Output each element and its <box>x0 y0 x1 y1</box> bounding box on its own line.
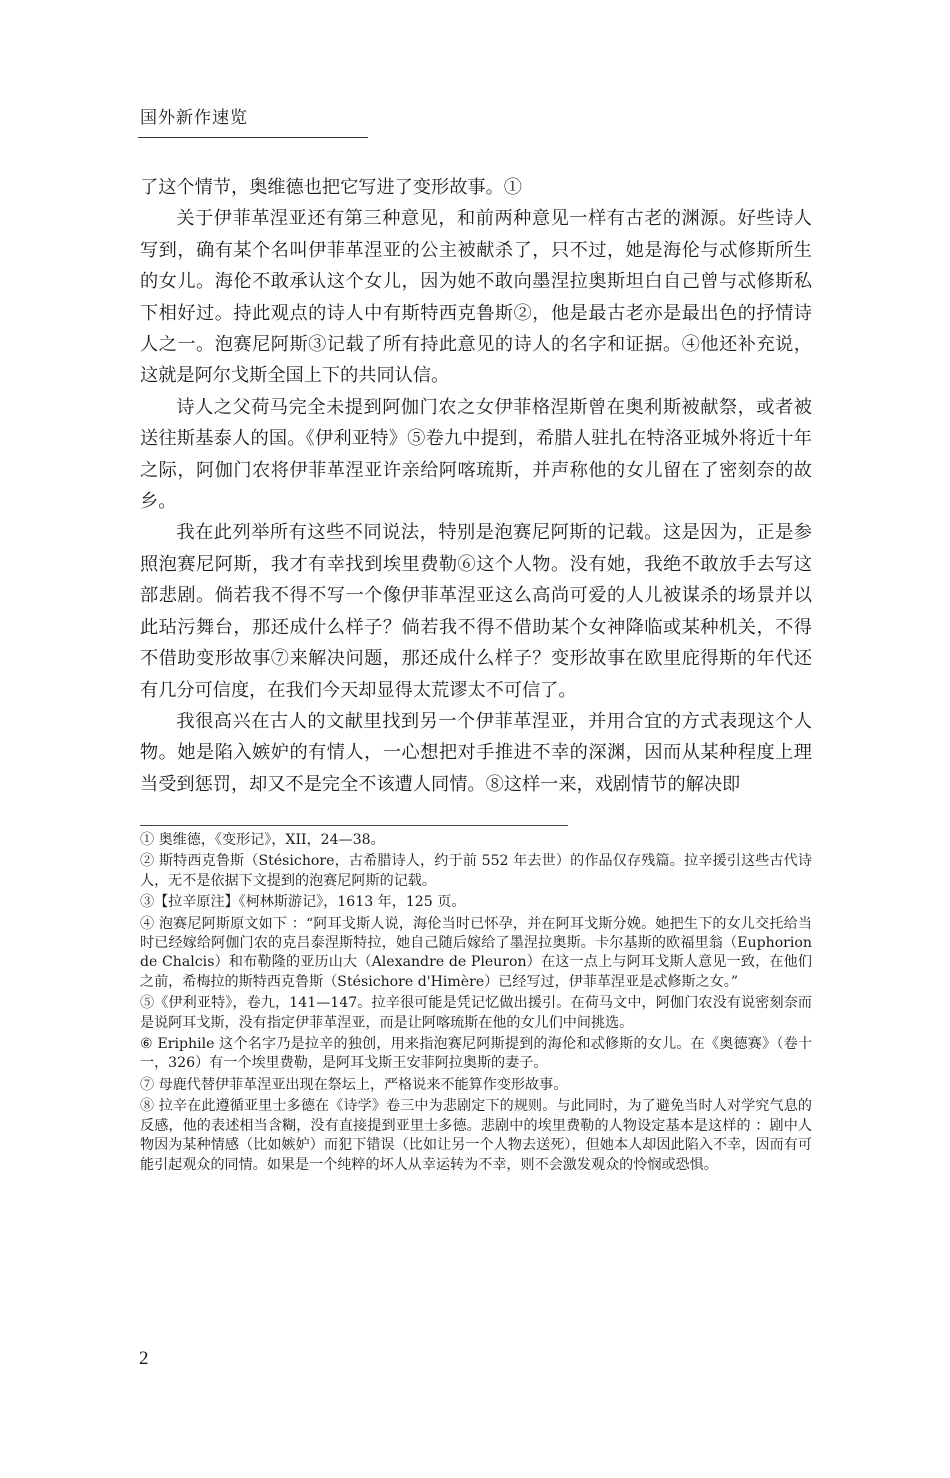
footnote-3: ③【拉辛原注】《柯林斯游记》，1613 年，125 页。 <box>140 894 466 911</box>
paragraph: 关于伊菲革涅亚还有第三种意见，和前两种意见一样有古老的渊源。好些诗人写到，确有某个名叫伊菲革涅亚的公主被献杀了，只不过，她是海伦与忒修斯所生的女儿。海伦不敢承认这个女儿，因为她不敢向墨涅拉奥斯坦白自己曾与忒修斯私下相好过。持此观点的诗人中有斯特西克鲁斯②，他是最古老亦是最出色的抒情诗人之一。泡赛尼阿斯③记载了所有持此意见的诗人的名字和证据。④他还补充说，这就是阿尔戈斯全国上下的共同认信。 <box>140 208 812 387</box>
paragraph: 诗人之父荷马完全未提到阿伽门农之女伊菲格涅斯曾在奥利斯被献祭，或者被送往斯基泰人的国。《伊利亚特》⑤卷九中提到，希腊人驻扎在特洛亚城外将近十年之际，阿伽门农将伊菲革涅亚许亲给阿喀琉斯，并声称他的女儿留在了密刻奈的故乡。 <box>140 396 812 513</box>
footnote-5: ⑤《伊利亚特》，卷九，141—147。拉辛很可能是凭记忆做出援引。在荷马文中，阿伽门农没有说密刻奈而是说阿耳戈斯，没有指定伊菲革涅亚，而是让阿喀琉斯在他的女儿们中间挑选。 <box>140 995 812 1031</box>
footnote-4: ④ 泡赛尼阿斯原文如下 ：“阿耳戈斯人说，海伦当时已怀孕，并在阿耳戈斯分娩。她把生下的女儿交托给当时已经嫁给阿伽门农的克吕泰涅斯特拉，她自己随后嫁给了墨涅拉奥斯。卡尔基斯的欧福里翁（Euphorion de Chalcis）和布勒隆的亚历山大（Alexandre de Pleuron）在这一点上与阿耳戈斯人意见一致，在他们之前，希梅拉的斯特西克鲁斯（Stésichore d'Himère）已经写过，伊菲革涅亚是忒修斯之女。” <box>140 915 812 990</box>
page-number: 2 <box>139 1348 149 1369</box>
footnote-1: ① 奥维德，《变形记》，XII，24—38。 <box>140 832 385 848</box>
paragraph: 我在此列举所有这些不同说法，特别是泡赛尼阿斯的记载。这是因为，正是参照泡赛尼阿斯，我才有幸找到埃里费勒⑥这个人物。没有她，我绝不敢放手去写这部悲剧。倘若我不得不写一个像伊菲革涅亚这么高尚可爱的人儿被谋杀的场景并以此玷污舞台，那还成什么样子？倘若我不得不借助某个女神降临或某种机关，不得不借助变形故事⑦来解决问题，那还成什么样子？变形故事在欧里庇得斯的年代还有几分可信度，在我们今天却显得太荒谬太不可信了。 <box>140 522 812 701</box>
footnote-8: ⑧ 拉辛在此遵循亚里士多德在《诗学》卷三中为悲剧定下的规则。与此同时，为了避免当时人对学究气息的反感，他的表述相当含糊，没有直接提到亚里士多德。悲剧中的埃里费勒的人物设定基本是这样的 ：剧中人物因为某种情感（比如嫉妒）而犯下错误（比如让另一个人物去送死），但她本人却因此陷入不幸，因而有可能引起观众的同情。如果是一个纯粹的坏人从幸运转为不幸，则不会激发观众的怜悯或恐惧。 <box>140 1098 812 1173</box>
body-text <box>140 172 812 800</box>
paragraph: 我很高兴在古人的文献里找到另一个伊菲革涅亚，并用合宜的方式表现这个人物。她是陷入嫉妒的有情人，一心想把对手推进不幸的深渊，因而从某种程度上理当受到惩罚，却又不是完全不该遭人同情。⑧这样一来，戏剧情节的解决即 <box>140 710 812 795</box>
header-rule <box>138 137 368 138</box>
footnote-rule <box>140 825 568 826</box>
footnote-6: ⑥ Eriphile 这个名字乃是拉辛的独创，用来指泡赛尼阿斯提到的海伦和忒修斯的女儿。在《奥德赛》（卷十一，326）有一个埃里费勒，是阿耳戈斯王安菲阿拉奥斯的妻子。 <box>140 1036 812 1072</box>
paragraph: 了这个情节，奥维德也把它写进了变形故事。① <box>140 177 522 198</box>
footnote-2: ② 斯特西克鲁斯（Stésichore，古希腊诗人，约于前 552 年去世）的作品仅存残篇。拉辛援引这些古代诗人，无不是依据下文提到的泡赛尼阿斯的记载。 <box>140 853 812 889</box>
footnote-7: ⑦ 母鹿代替伊菲革涅亚出现在祭坛上，严格说来不能算作变形故事。 <box>140 1076 568 1093</box>
footnotes <box>140 831 812 1177</box>
running-header: 国外新作速览 <box>140 108 248 128</box>
